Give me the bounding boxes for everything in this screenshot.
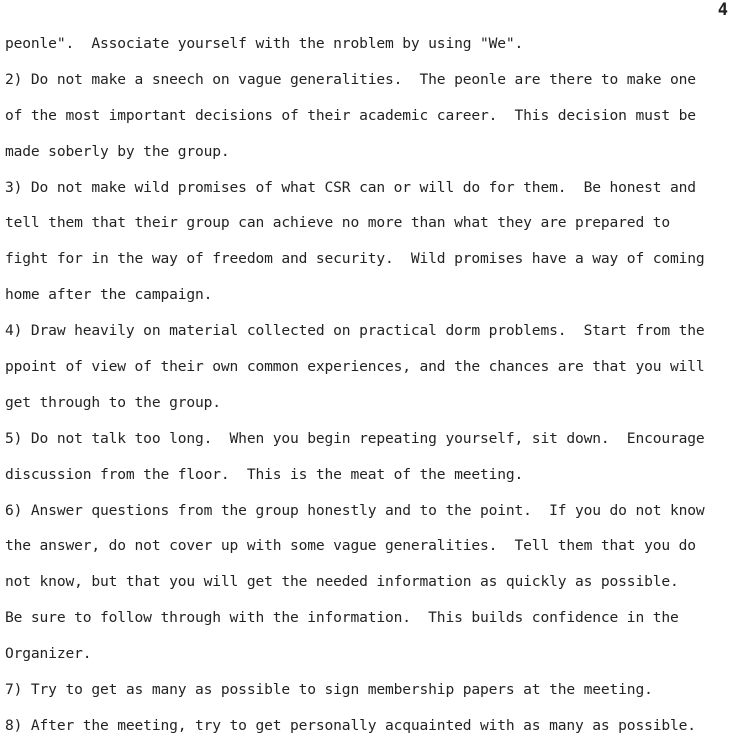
- text-line: fight for in the way of freedom and security. Wild promises have a way of coming: [5, 250, 705, 268]
- text-line: not know, but that you will get the needed information as quickly as possible.: [5, 573, 679, 591]
- text-line: discussion from the floor. This is the meat of the meeting.: [5, 465, 524, 483]
- text-line: 2) Do not make a sneech on vague generalities. The peonle are there to make one: [5, 70, 696, 88]
- text-line: the answer, do not cover up with some vague generalities. Tell them that you do: [5, 537, 696, 555]
- text-line: of the most important decisions of their academic career. This decision must be: [5, 106, 696, 124]
- text-line: tell them that their group can achieve no more than what they are prepared to: [5, 214, 670, 232]
- text-line: Be sure to follow through with the information. This builds confidence in the: [5, 609, 679, 627]
- text-line: 5) Do not talk too long. When you begin repeating yourself, sit down. Encourage: [5, 429, 705, 447]
- text-line: home after the campaign.: [5, 286, 213, 304]
- text-line: 6) Answer questions from the group honestly and to the point. If you do not know: [5, 501, 705, 519]
- text-line: 7) Try to get as many as possible to sign membership papers at the meeting.: [5, 681, 653, 699]
- text-line: made soberly by the group.: [5, 142, 230, 160]
- text-line: 3) Do not make wild promises of what CSR can or will do for them. Be honest and: [5, 178, 696, 196]
- text-line: get through to the group.: [5, 393, 221, 411]
- text-line: 4) Draw heavily on material collected on practical dorm problems. Start from the: [5, 322, 705, 340]
- text-line: 8) After the meeting, try to get personally acquainted with as many as possible.: [5, 716, 696, 734]
- text-line: Organizer.: [5, 645, 92, 663]
- page-number: 4: [717, 0, 728, 20]
- text-line: ppoint of view of their own common experiences, and the chances are that you will: [5, 358, 705, 376]
- text-line: peonle". Associate yourself with the nroblem by using "We".: [5, 35, 524, 52]
- body-text: [5, 26, 745, 744]
